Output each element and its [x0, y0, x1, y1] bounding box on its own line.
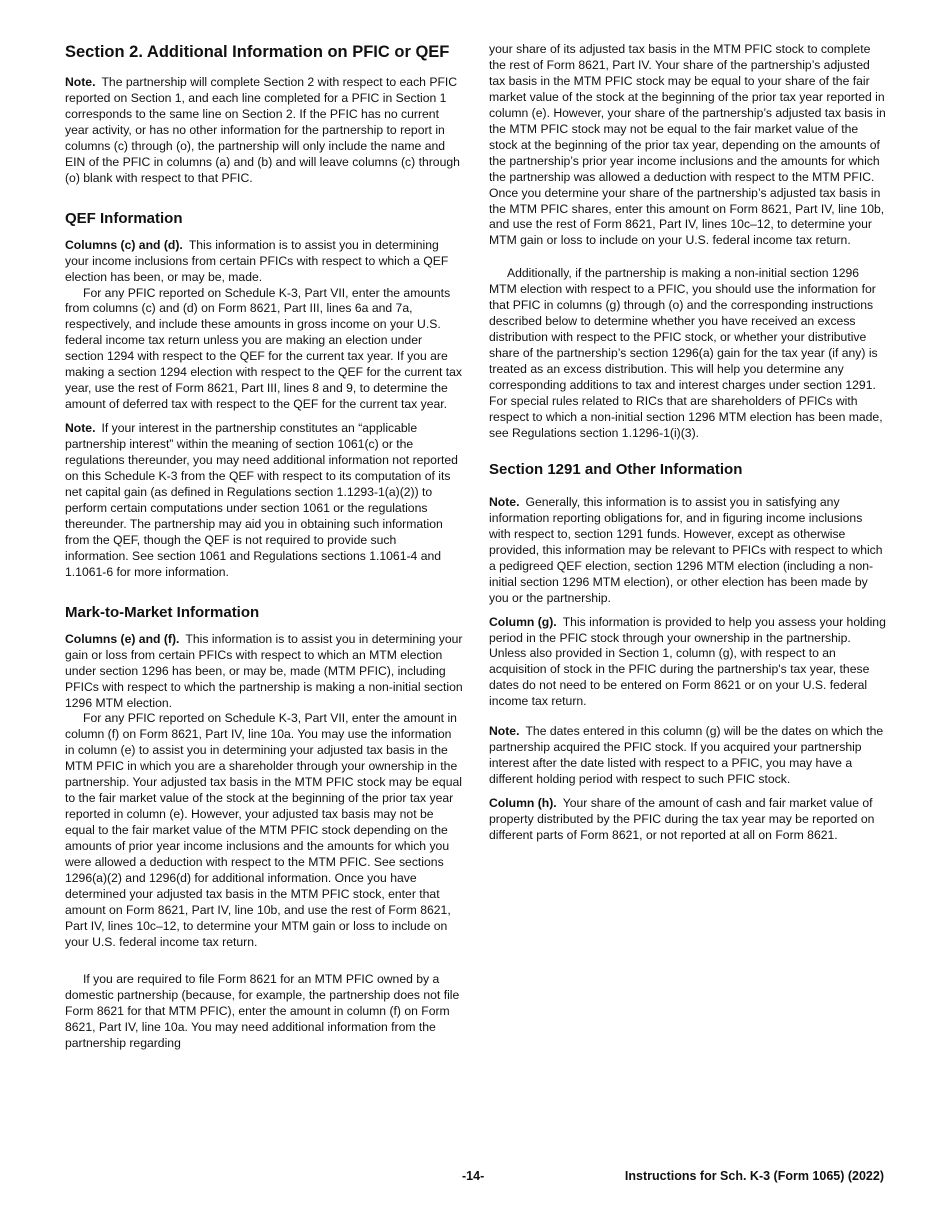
qef-heading: QEF Information — [65, 209, 183, 227]
mtm-columns-paragraph — [65, 632, 463, 712]
additional-paragraph: Additionally, if the partnership is making a non-initial section 1296 MTM election with respect to a PFIC, you should use the information for that PFIC in columns (g) through (o) and the corresponding instructions described below to determine whether you have received an excess distribution with respect to the PFIC stock, or whether your distributive share of the partnership’s section 1296(a) gain for the tax year (if any) is treated as an excess distribution. This will help you determine any corresponding additions to tax and interest charges under section 1291. For special rules related to RICs that are shareholders of PFICs with respect to which a non-initial section 1296 MTM election has been made, see Regulations section 1.1296-1(i)(3). — [489, 266, 883, 440]
note-text-3: Generally, this information is to assist you in satisfying any information reporting obligations for, and in figuring income inclusions with respect to, section 1291 funds. However, except as otherwise provided, this information may be relevant to PFICs with respect to which a pedigreed QEF election, section 1296 MTM election (including a non-initial section 1296 MTM election), or other election has been made by you or the partnership. — [489, 494, 883, 605]
note-text-4: The dates entered in this column (g) will be the dates on which the partnership acquired the PFIC stock. If you acquired your partnership interest after the date listed with respect to a PFIC, you may have a different holding period with respect to such PFIC stock. — [489, 724, 884, 787]
note-label: Note. — [65, 75, 96, 89]
note-label-2: Note. — [65, 421, 96, 436]
mtm-paragraph: For any PFIC reported on Schedule K-3, Part VII, enter the amount in column (f) on Form 8621, Part IV, line 10a. You may use the information in column (e) to assist you in determining your adjusted tax basis in the MTM PFIC in which you are a shareholder through your ownership in the partnership. Your adjusted tax basis in the MTM PFIC stock may be equal to the fair market value of the stock at the beginning of the prior tax year reported in column (e). However, your adjusted tax basis may not be equal to the fair market value of the MTM PFIC stock depending on the amounts of prior year income inclusions and the amounts for which you were allowed a deduction with respect to the MTM PFIC. See sections 1296(a)(2) and 1296(d) for additional information. Once you have determined your adjusted tax basis in the MTM PFIC stock, enter that amount on Form 8621, Part IV, line 10b, and use the rest of Form 8621, Part IV, lines 10c–12, to determine your MTM gain or loss to include on your U.S. federal income tax return. — [65, 711, 462, 949]
section-2-heading: Section 2. Additional Information on PFIC or QEF — [65, 43, 450, 61]
note-paragraph-4 — [489, 724, 887, 788]
qef-columns-paragraph — [65, 238, 463, 286]
mtm-heading: Mark-to-Market Information — [65, 603, 260, 621]
qef-columns-label: Columns (c) and (d). — [65, 237, 183, 252]
mtm-paragraph-3: If you are required to file Form 8621 for an MTM PFIC owned by a domestic partnership (because, for example, the partnership does not file Form 8621 for that MTM PFIC), enter the amount in column (f) on Form 8621, Part IV, line 10a. You may need additional information from the partnership regarding — [65, 971, 460, 1050]
note-label-3: Note. — [489, 494, 520, 509]
qef-columns-text: This information is to assist you in determining your income inclusions from certain PFICs with respect to which a QEF election has been, or may be, made. — [65, 237, 449, 284]
note-paragraph-2 — [65, 421, 463, 581]
column-g-label: Column (g). — [489, 614, 557, 629]
mtm-columns-label: Columns (e) and (f). — [65, 631, 180, 646]
document-title: Instructions for Sch. K-3 (Form 1065) (2022) — [624, 1169, 884, 1183]
column-g-paragraph — [489, 615, 887, 711]
mtm-columns-text: This information is to assist you in determining your gain or loss from certain PFICs with respect to which an MTM election under section 1296 has been, or may be, made (MTM PFIC), including PFICs with respect to which the partnership is making a non-initial section 1296 MTM election. — [65, 631, 463, 710]
note-text-2: If your interest in the partnership constitutes an “applicable partnership interest” within the meaning of section 1061(c) or the regulations thereunder, you may need additional information not reported on this Schedule K-3 from the QEF with respect to its computation of its net capital gain (as defined in Regulations section 1.1293-1(a)(2)) to perform certain computations under section 1061 or the regulations thereunder. The partnership may aid you in obtaining such information from the QEF, though the QEF is not required to provide such information. See section 1061 and Regulations sections 1.1061-4 and 1.1061-6 for more information. — [65, 421, 458, 579]
continued-paragraph: your share of its adjusted tax basis in the MTM PFIC stock to complete the rest of Form 8621, Part IV. Your share of the partnership’s adjusted tax basis in the MTM PFIC stock may be equal to your share of the fair market value of the stock at the beginning of the prior tax year reported in column (e). However, your share of the partnership’s adjusted tax basis in the MTM PFIC stock may not be equal to the fair market value of the stock at the beginning of the prior tax year, depending on the amounts of the partnership’s prior year income inclusions and the amounts for which the partnership was allowed a deduction with respect to the MTM PFIC. Once you determine your share of the partnership’s adjusted tax basis in the MTM PFIC shares, enter this amount on Form 8621, Part IV, line 10b, and use the rest of Form 8621, Part IV, lines 10c–12, to determine your MTM gain or loss to include on your U.S. federal income tax return. — [489, 42, 886, 248]
left-column — [65, 42, 463, 1052]
section-1291-heading: Section 1291 and Other Information — [489, 460, 743, 478]
column-h-label: Column (h). — [489, 796, 557, 811]
page-number: -14- — [462, 1169, 485, 1183]
column-g-text: This information is provided to help you assess your holding period in the PFIC stock through your ownership in the partnership. Unless also provided in Section 1, column (g), with respect to an acquisition of stock in the PFIC during the partnership's tax year, these dates do not need to be entered on Form 8621 or on your U.S. federal income tax return. — [489, 614, 886, 709]
note-paragraph-3 — [489, 495, 887, 607]
note-paragraph — [65, 75, 463, 187]
note-label-4: Note. — [489, 724, 520, 739]
qef-paragraph: For any PFIC reported on Schedule K-3, Part VII, enter the amounts from columns (c) and (d) on Form 8621, Part III, lines 6a and 7a, respectively, and include these amounts in gross income on your U.S. federal income tax return unless you are making an election under section 1294 with respect to the QEF for the current tax year. If you are making a section 1294 election with respect to the QEF for the current tax year, use the rest of Form 8621, Part III, lines 8 and 9, to determine the amount of deferred tax with respect to the QEF for the current tax year. — [65, 285, 462, 412]
column-h-text: Your share of the amount of cash and fair market value of property distributed by the PFIC during the tax year may be reported on different parts of Form 8621, or not reported at all on Form 8621. — [489, 796, 875, 842]
note-text: The partnership will complete Section 2 with respect to each PFIC reported on Section 1, and each line completed for a PFIC in Section 1 corresponds to the same line on Section 2. If the PFIC has no current year activity, or has no other information for the partnership to report in columns (c) through (o), the partnership will only include the name and EIN of the PFIC in columns (a) and (b) and will leave columns (c) through (o) blank with respect to that PFIC. — [65, 75, 460, 185]
column-h-paragraph — [489, 796, 887, 844]
right-column — [489, 42, 887, 852]
